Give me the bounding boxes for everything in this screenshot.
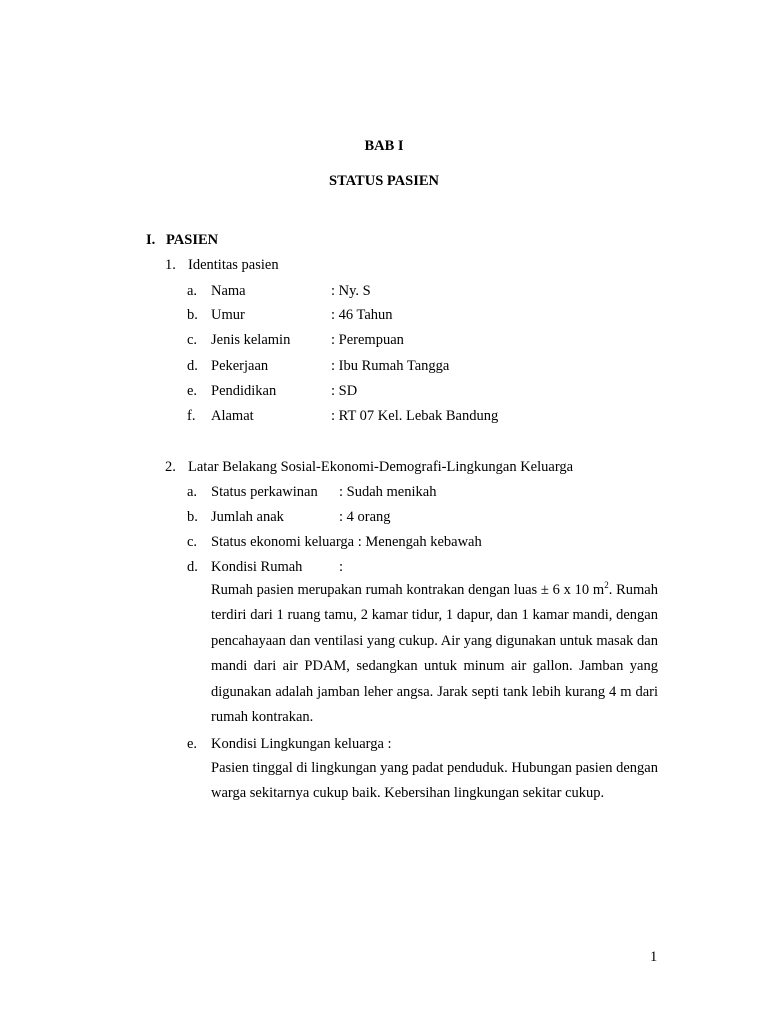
page-title: STATUS PASIEN (329, 173, 439, 189)
field-letter: b. (187, 307, 198, 323)
children-count-label: Jumlah anak (211, 509, 284, 525)
field-value-umur: : 46 Tahun (331, 307, 393, 323)
subitem-letter: c. (187, 534, 198, 550)
section-title: PASIEN (166, 232, 219, 248)
field-label-jenis-kelamin: Jenis kelamin (211, 332, 291, 348)
subitem-letter: e. (187, 736, 198, 752)
environment-label: Kondisi Lingkungan keluarga : (211, 736, 392, 752)
house-paragraph-start: Rumah pasien merupakan rumah kontrakan dengan luas ± 6 x 10 m (211, 582, 605, 598)
house-condition-colon: : (339, 559, 344, 575)
item1-number: 1. (165, 257, 176, 273)
environment-paragraph: Pasien tinggal di lingkungan yang padat penduduk. Hubungan pasien dengan warga sekitarnya cukup baik. Kebersihan lingkungan sekitar cukup. (211, 760, 658, 802)
house-paragraph-end: . Rumah terdiri dari 1 ruang tamu, 2 kamar tidur, 1 dapur, dan 1 kamar mandi, dengan pencahayaan dan ventilasi yang cukup. Air yang digunakan untuk masak dan mandi dari air PDAM, sedangkan untuk minum air gallon. Jamban yang digunakan adalah jamban leher angsa. Jarak septi tank lebih kurang 4 m dari rumah kontrakan. (211, 582, 658, 726)
item1-title: Identitas pasien (188, 257, 279, 273)
field-value-jenis-kelamin: : Perempuan (331, 332, 404, 348)
field-label-alamat: Alamat (211, 408, 254, 424)
field-label-nama: Nama (211, 283, 246, 299)
house-condition-label: Kondisi Rumah (211, 559, 303, 575)
economic-status: Status ekonomi keluarga : Menengah kebawah (211, 534, 482, 550)
subitem-letter: d. (187, 559, 198, 575)
field-letter: a. (187, 283, 198, 299)
field-value-pekerjaan: : Ibu Rumah Tangga (331, 358, 450, 374)
field-letter: c. (187, 332, 198, 348)
field-letter: f. (187, 408, 196, 424)
marital-status-value: : Sudah menikah (339, 484, 437, 500)
item2-title: Latar Belakang Sosial-Ekonomi-Demografi-Lingkungan Keluarga (188, 459, 574, 475)
field-value-pendidikan: : SD (331, 383, 358, 399)
field-label-umur: Umur (211, 307, 245, 323)
item2-number: 2. (165, 459, 176, 475)
house-condition-paragraph (211, 578, 658, 730)
field-label-pendidikan: Pendidikan (211, 383, 277, 399)
marital-status-label: Status perkawinan (211, 484, 318, 500)
chapter-heading: BAB I (364, 138, 404, 154)
subitem-letter: b. (187, 509, 198, 525)
field-letter: d. (187, 358, 198, 374)
field-value-nama: : Ny. S (331, 283, 371, 299)
section-number: I. (146, 232, 156, 248)
page-number: 1 (650, 949, 658, 965)
field-label-pekerjaan: Pekerjaan (211, 358, 269, 374)
field-letter: e. (187, 383, 198, 399)
subitem-letter: a. (187, 484, 198, 500)
field-value-alamat: : RT 07 Kel. Lebak Bandung (331, 408, 499, 424)
children-count-value: : 4 orang (339, 509, 391, 525)
square-superscript: 2 (604, 580, 609, 591)
